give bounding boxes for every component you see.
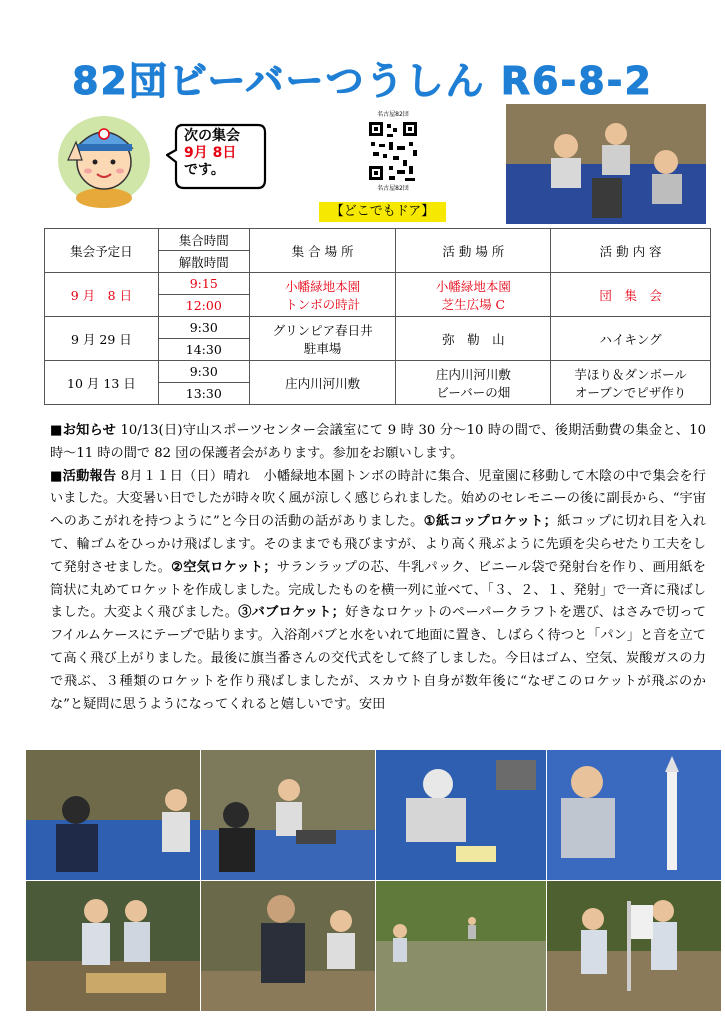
- header-date: 集会予定日: [45, 229, 159, 273]
- activity-photo-5: [26, 881, 200, 1011]
- next-meeting-text: [184, 128, 240, 179]
- activity-photo-3: [376, 750, 546, 880]
- report-heading-3: ③バブロケット；: [238, 605, 345, 621]
- act-line-2: 芝生広場 C: [441, 296, 506, 312]
- table-row: [45, 317, 711, 339]
- report-intro: 8月１１日（日）晴れ 小幡緑地本園トンボの時計に集合、児童園に移動して木陰の中で集会を行いました。大変暑い日でしたが時々吹く風が涼しく感じられました。始めのセレモニーの後に副長から、“宇宙へのあこがれを持つように”と今日の活動の話がありました。: [50, 468, 706, 530]
- act-line-1: 小幡緑地本園: [435, 278, 511, 294]
- gather-line-1: グリンピア春日井: [272, 322, 373, 338]
- report-text-3: 好きなロケットのペーパークラフトを選び、はさみで切ってフイルムケースにテープで貼ります。入浴剤バブと水をいれて地面に置き、しばらく待つと「パン」と音を立てて高く飛び上がりました。最後に旗当番さんの交代式をして終了しました。今日はゴム、空気、炭酸ガスの力で飛ぶ、３種類のロケットを作り飛ばしましたが、スカウト自身が数年後に“なぜこのロケットが飛ぶのかな”と疑問に思うようになってくれると嬉しいです。安田: [50, 605, 706, 712]
- row-activity-place: [396, 273, 551, 317]
- row-date: 10 月 13 日: [45, 361, 159, 405]
- gather-line-2: トンボの時計: [285, 296, 361, 312]
- header-gather-time: 集合時間: [158, 229, 249, 251]
- row-content: [551, 361, 711, 405]
- activity-photo-8: [547, 881, 721, 1011]
- table-row: [45, 273, 711, 295]
- schedule-table: [44, 228, 711, 405]
- qr-code-image: [343, 108, 443, 194]
- newsletter-body: [50, 420, 706, 716]
- row-end: 14:30: [158, 339, 249, 361]
- table-header-row: [45, 229, 711, 251]
- act-line-1: 庄内川河川敷: [435, 366, 511, 382]
- report-heading-1: ①紙コップロケット；: [423, 514, 557, 530]
- row-start: 9:15: [158, 273, 249, 295]
- act-line-2: ビーバーの畑: [436, 384, 511, 400]
- activity-photo-1: [26, 750, 200, 880]
- bubble-date: 9月 8日: [184, 145, 237, 161]
- report-label: ■活動報告: [50, 468, 117, 484]
- row-date: 9 月 29 日: [45, 317, 159, 361]
- header-content: 活 動 内 容: [551, 229, 711, 273]
- header-dismiss-time: 解散時間: [158, 251, 249, 273]
- bubble-line-1: 次の集会: [184, 128, 240, 144]
- gather-line-1: 小幡緑地本園: [285, 278, 361, 294]
- row-gather-place: 庄内川河川敷: [249, 361, 396, 405]
- bubble-line-3: です。: [184, 162, 225, 178]
- activity-photo-7: [376, 881, 546, 1011]
- row-gather-place: [249, 273, 396, 317]
- beaver-scout-mascot-image: [48, 104, 160, 208]
- row-start: 9:30: [158, 317, 249, 339]
- activity-photo-2: [201, 750, 375, 880]
- table-row: [45, 361, 711, 383]
- row-activity-place: 弥 勒 山: [396, 317, 551, 361]
- notice-paragraph: [50, 420, 706, 466]
- page-title: 82団ビーバーつうしん R6-8-2: [72, 59, 653, 103]
- row-activity-place: [396, 361, 551, 405]
- gather-line-2: 駐車場: [303, 340, 342, 356]
- header-gather-place: 集 合 場 所: [249, 229, 396, 273]
- row-end: 12:00: [158, 295, 249, 317]
- notice-label: ■お知らせ: [50, 423, 117, 438]
- report-text-2: サランラップの芯、牛乳パック、ビニール袋で発射台を作り、画用紙を筒状に丸めてロケットを作成しました。完成したものを横一列に並べて、「３、２、１、発射」で一斉に飛ばしました。大変よく飛びました。: [50, 559, 706, 621]
- notice-text: 10/13(日)守山スポーツセンター会議室にて 9 時 30 分～10 時の間で、後期活動費の集金と、10 時～11 時の間で 82 団の保護者会があります。参加をお願いします。: [50, 423, 706, 461]
- qr-caption: 名古屋82団: [377, 111, 409, 118]
- row-gather-place: [249, 317, 396, 361]
- activity-photo-6: [201, 881, 375, 1011]
- row-content: ハイキング: [551, 317, 711, 361]
- row-start: 9:30: [158, 361, 249, 383]
- row-end: 13:30: [158, 383, 249, 405]
- scouts-activity-photo: [506, 104, 706, 224]
- header-activity-place: 活 動 場 所: [396, 229, 551, 273]
- report-text-1: 紙コップに切れ目を入れて、輪ゴムをひっかけ飛ばします。そのままでも飛びますが、より高く飛ぶように先頭を尖らせたり工夫をして発射させました。: [50, 514, 706, 575]
- row-content: 団 集 会: [551, 273, 711, 317]
- activity-photo-4: [547, 750, 721, 880]
- row-date: 9 月 8 日: [45, 273, 159, 317]
- qr-label: 【どこでもドア】: [319, 202, 446, 222]
- content-line-1: 芋ほり＆ダンボール: [574, 366, 687, 382]
- content-line-2: オーブンでピザ作り: [574, 384, 687, 400]
- report-heading-2: ②空気ロケット；: [171, 559, 277, 575]
- report-paragraph: [50, 466, 706, 717]
- qr-caption-bottom: 名古屋82団: [377, 185, 409, 192]
